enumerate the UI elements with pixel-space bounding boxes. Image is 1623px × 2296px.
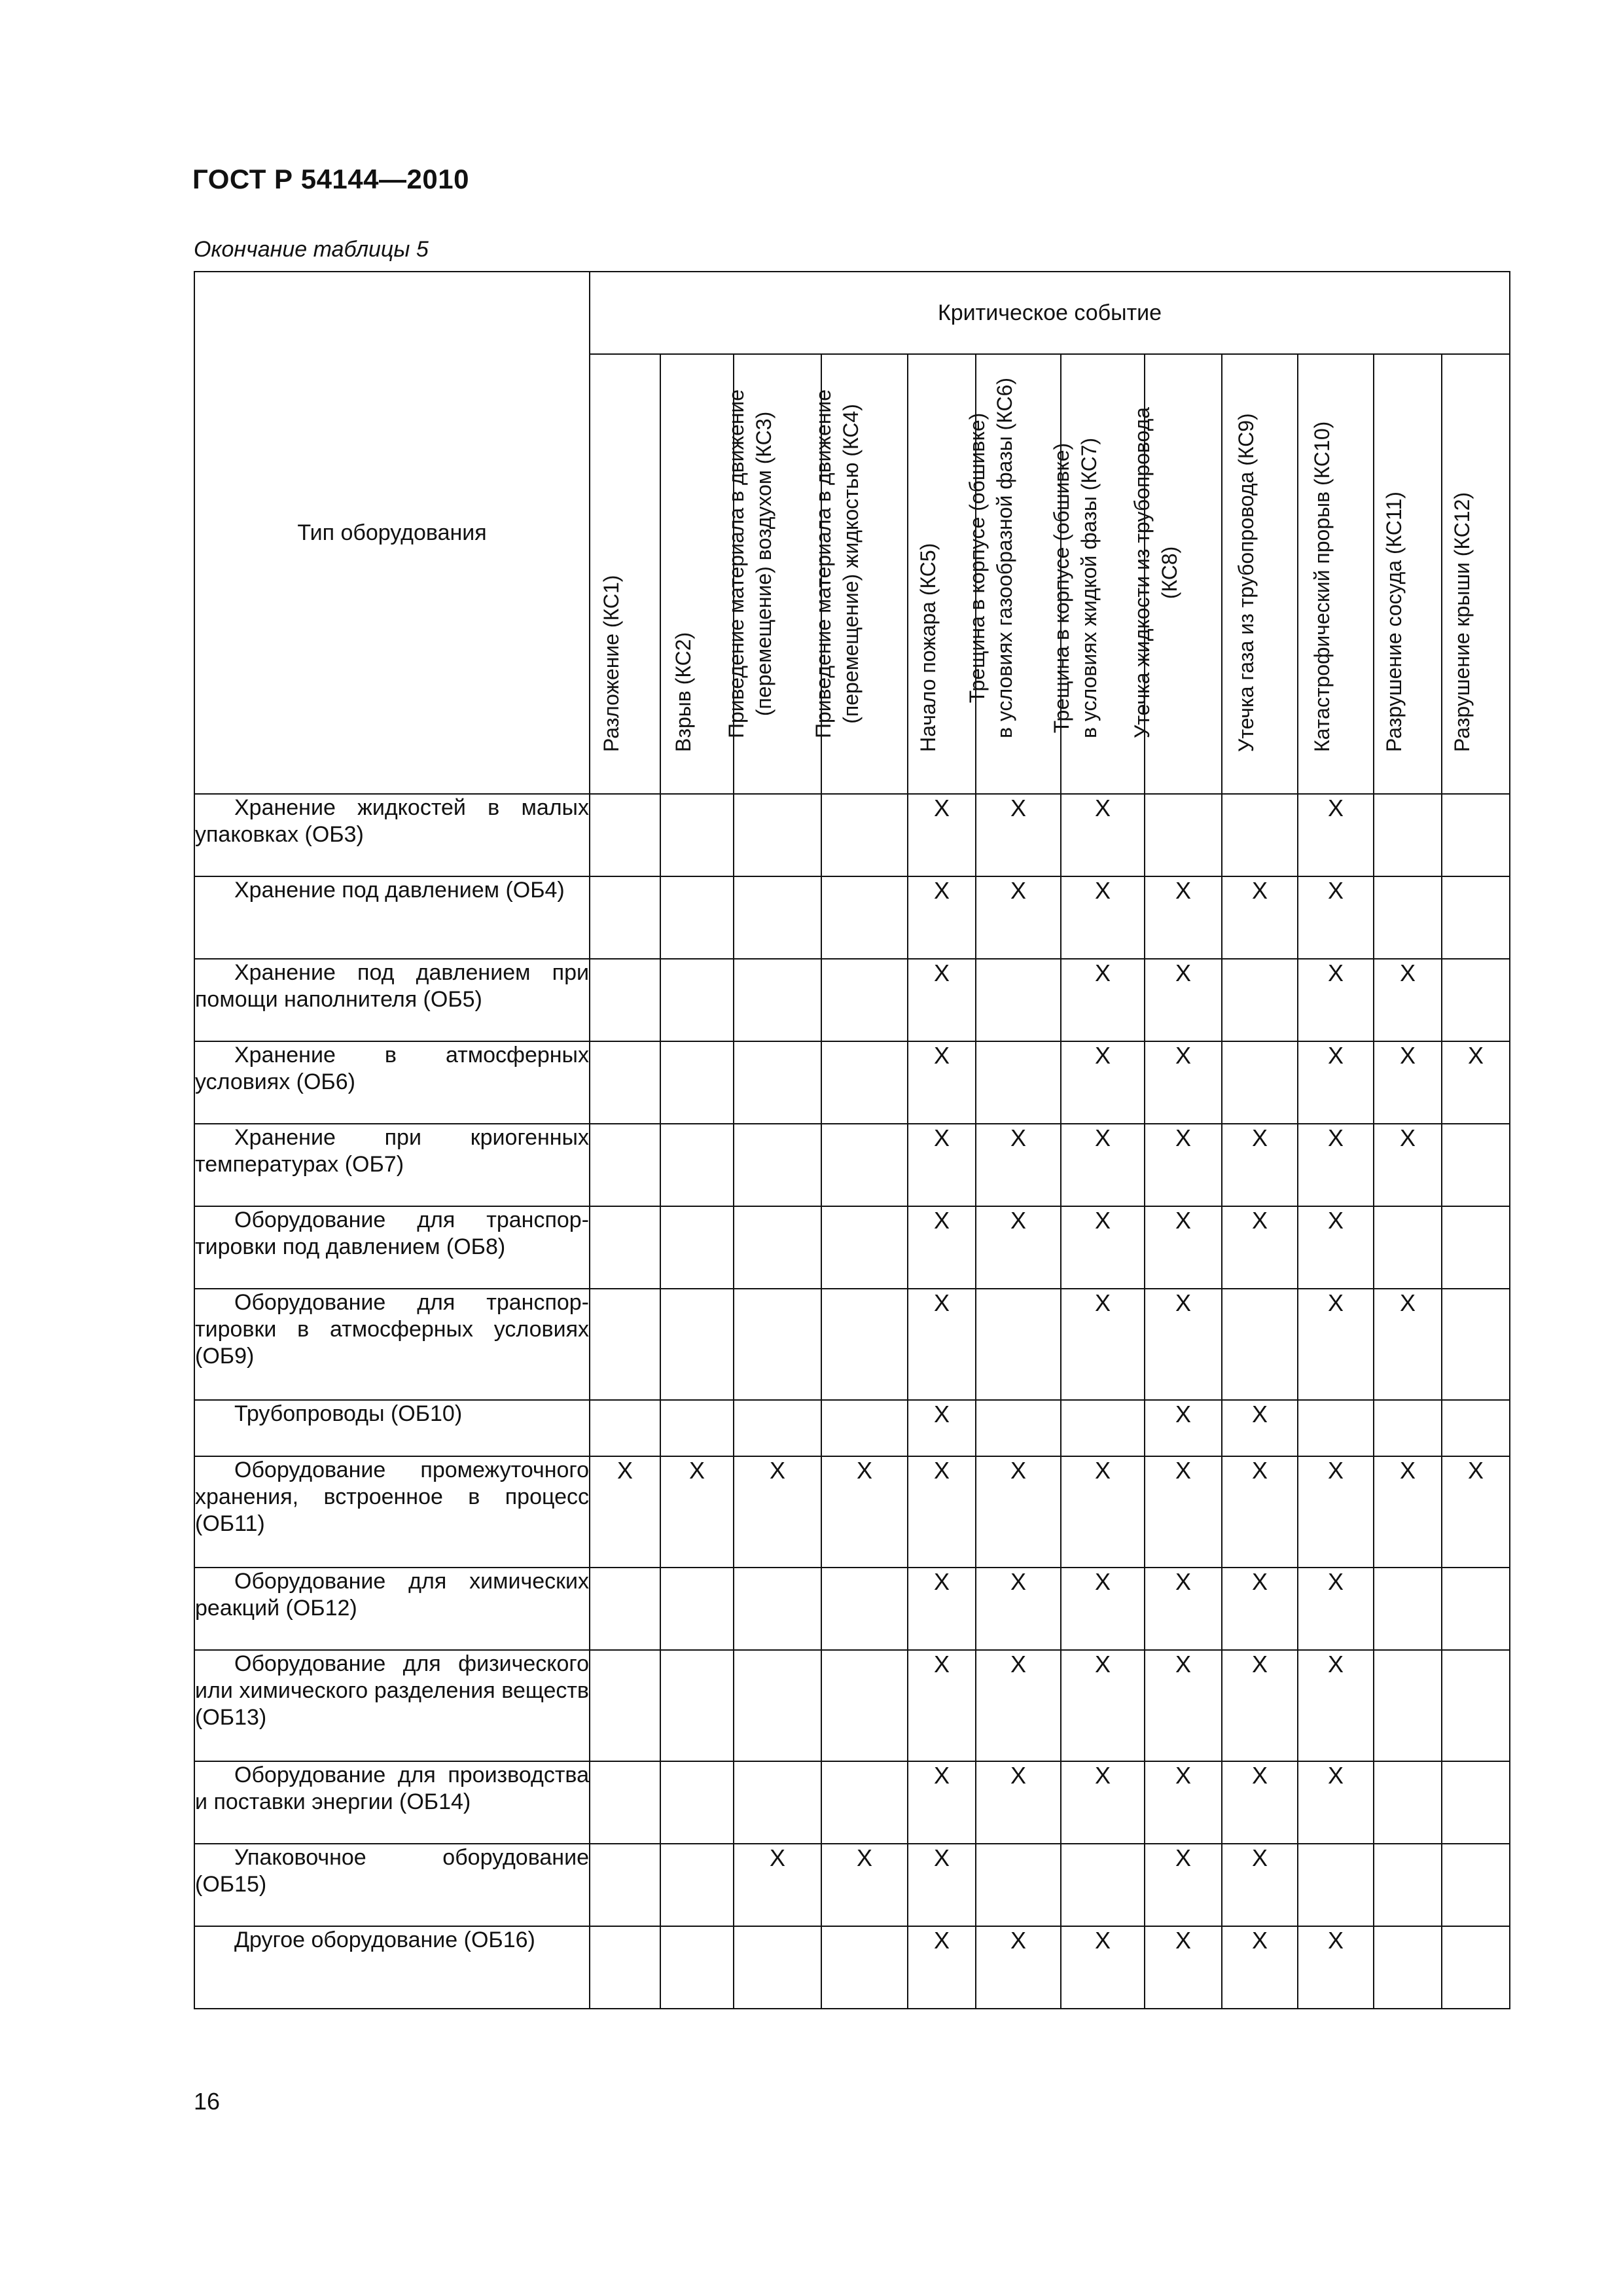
column-header-text (1232, 413, 1260, 752)
event-mark-cell (590, 1041, 660, 1124)
table-row (194, 1400, 1510, 1456)
event-mark-cell: X (1374, 959, 1442, 1041)
event-mark-cell: X (1145, 1844, 1222, 1926)
event-mark-cell: X (908, 1926, 976, 2009)
event-mark-cell: X (1061, 1926, 1145, 2009)
event-mark-cell: X (1298, 1926, 1374, 2009)
event-mark-cell (821, 1289, 908, 1400)
event-mark-cell (590, 1844, 660, 1926)
column-header (1222, 354, 1298, 794)
event-mark-cell: X (1061, 1206, 1145, 1289)
event-mark-cell (821, 876, 908, 959)
event-mark-cell (734, 1761, 821, 1844)
event-mark-cell: X (1298, 1206, 1374, 1289)
event-mark-cell (590, 876, 660, 959)
event-mark-cell (1374, 876, 1442, 959)
table-row (194, 1456, 1510, 1568)
column-header-text (1048, 438, 1103, 738)
event-mark-cell: X (908, 1041, 976, 1124)
event-mark-cell (1442, 794, 1510, 876)
event-mark-cell (1298, 1400, 1374, 1456)
table-row (194, 1761, 1510, 1844)
event-mark-cell (590, 1568, 660, 1650)
event-mark-cell: X (908, 1568, 976, 1650)
equipment-type-cell: Хранение под давлением (ОБ4) (194, 876, 590, 959)
event-mark-cell (590, 1400, 660, 1456)
event-mark-cell (821, 1926, 908, 2009)
event-mark-cell (660, 1400, 734, 1456)
event-mark-cell (1442, 1844, 1510, 1926)
event-mark-cell: X (1298, 1568, 1374, 1650)
event-mark-cell: X (1222, 1206, 1298, 1289)
table-row (194, 1650, 1510, 1761)
event-mark-cell: X (660, 1456, 734, 1568)
event-mark-cell: X (976, 1761, 1061, 1844)
equipment-type-cell: Оборудование для производства и поставки энергии (ОБ14) (194, 1761, 590, 1844)
event-mark-cell: X (1145, 1400, 1222, 1456)
event-mark-cell: X (976, 1926, 1061, 2009)
event-mark-cell (590, 1124, 660, 1206)
event-mark-cell (660, 794, 734, 876)
event-mark-cell: X (1222, 1568, 1298, 1650)
column-header-line: Приведение материала в движение (812, 389, 835, 738)
event-mark-cell (976, 1041, 1061, 1124)
event-mark-cell (1374, 794, 1442, 876)
column-header-text (810, 389, 865, 738)
equipment-type-cell: Оборудование для химических реакций (ОБ12) (194, 1568, 590, 1650)
equipment-type-cell: Другое оборудование (ОБ16) (194, 1926, 590, 2009)
event-mark-cell (1442, 1289, 1510, 1400)
event-mark-cell: X (908, 1124, 976, 1206)
table-row (194, 1926, 1510, 2009)
event-mark-cell (734, 1926, 821, 2009)
event-mark-cell: X (908, 959, 976, 1041)
event-mark-cell (821, 1761, 908, 1844)
event-mark-cell (590, 1761, 660, 1844)
header-row-group (194, 272, 1510, 354)
event-mark-cell (734, 876, 821, 959)
equipment-type-cell: Хранение в атмосферных условиях (ОБ6) (194, 1041, 590, 1124)
event-mark-cell: X (1145, 1650, 1222, 1761)
event-mark-cell: X (1145, 1926, 1222, 2009)
event-mark-cell: X (976, 1206, 1061, 1289)
event-mark-cell (660, 1844, 734, 1926)
table-row (194, 959, 1510, 1041)
event-mark-cell: X (1298, 1761, 1374, 1844)
event-mark-cell: X (1298, 1456, 1374, 1568)
event-mark-cell: X (1222, 1844, 1298, 1926)
event-mark-cell (660, 1124, 734, 1206)
event-mark-cell (660, 1041, 734, 1124)
event-mark-cell (1374, 1844, 1442, 1926)
event-mark-cell (734, 1400, 821, 1456)
event-mark-cell (660, 876, 734, 959)
event-mark-cell (1442, 1650, 1510, 1761)
event-mark-cell: X (908, 1844, 976, 1926)
event-mark-cell: X (1374, 1289, 1442, 1400)
column-header-line: Утечка газа из трубопровода (КС9) (1234, 413, 1258, 752)
event-mark-cell (734, 1650, 821, 1761)
event-mark-cell (1442, 959, 1510, 1041)
event-mark-cell: X (1222, 876, 1298, 959)
column-header-line: Начало пожара (КС5) (916, 543, 940, 752)
event-mark-cell: X (1222, 1761, 1298, 1844)
equipment-type-cell: Оборудование для физического или химического разделения веществ (ОБ13) (194, 1650, 590, 1761)
column-header-line: Трещина в корпусе (обшивке) (965, 412, 989, 704)
column-header-text (722, 389, 777, 738)
column-header-text (914, 543, 942, 752)
event-mark-cell: X (1222, 1926, 1298, 2009)
event-mark-cell: X (1298, 1124, 1374, 1206)
event-mark-cell (590, 794, 660, 876)
event-mark-cell: X (976, 1124, 1061, 1206)
event-mark-cell (734, 1124, 821, 1206)
table-row (194, 1844, 1510, 1926)
event-mark-cell (1442, 1206, 1510, 1289)
event-mark-cell (660, 1761, 734, 1844)
event-mark-cell (590, 1926, 660, 2009)
event-mark-cell: X (908, 1400, 976, 1456)
event-mark-cell (590, 1289, 660, 1400)
event-mark-cell: X (1061, 1568, 1145, 1650)
event-mark-cell (1442, 1124, 1510, 1206)
equipment-type-cell: Трубопроводы (ОБ10) (194, 1400, 590, 1456)
event-mark-cell: X (1145, 1206, 1222, 1289)
event-mark-cell: X (1061, 1761, 1145, 1844)
column-header-text (1128, 407, 1183, 738)
event-mark-cell (590, 1650, 660, 1761)
event-mark-cell: X (1145, 1289, 1222, 1400)
column-header-line: Разложение (КС1) (599, 575, 623, 752)
event-mark-cell (660, 959, 734, 1041)
event-mark-cell: X (1061, 1289, 1145, 1400)
event-mark-cell: X (1298, 1289, 1374, 1400)
table-header (194, 272, 1510, 794)
event-mark-cell (1442, 1926, 1510, 2009)
event-mark-cell (1442, 876, 1510, 959)
event-mark-cell (1061, 1400, 1145, 1456)
event-mark-cell (1374, 1206, 1442, 1289)
equipment-type-cell: Оборудование для транспортировки в атмосферных условиях (ОБ9) (194, 1289, 590, 1400)
event-mark-cell: X (1145, 1761, 1222, 1844)
event-mark-cell (734, 1289, 821, 1400)
column-header (1374, 354, 1442, 794)
column-header-line: (КС8) (1158, 546, 1181, 600)
table-row (194, 794, 1510, 876)
table-row (194, 1041, 1510, 1124)
event-mark-cell (821, 1568, 908, 1650)
event-mark-cell (1222, 1289, 1298, 1400)
event-mark-cell: X (590, 1456, 660, 1568)
event-mark-cell (821, 1650, 908, 1761)
event-mark-cell: X (1061, 1124, 1145, 1206)
event-mark-cell (1374, 1650, 1442, 1761)
event-mark-cell (1442, 1568, 1510, 1650)
document-code: ГОСТ Р 54144—2010 (192, 164, 469, 194)
equipment-type-cell: Хранение при криогенных температурах (ОБ7) (194, 1124, 590, 1206)
equipment-type-cell: Хранение под давлением при помощи наполнителя (ОБ5) (194, 959, 590, 1041)
column-header-line: Утечка жидкости из трубопровода (1130, 406, 1154, 738)
event-mark-cell (660, 1926, 734, 2009)
event-mark-cell (1061, 1844, 1145, 1926)
event-mark-cell (976, 1400, 1061, 1456)
event-mark-cell: X (908, 794, 976, 876)
event-mark-cell (821, 959, 908, 1041)
event-mark-cell (1442, 1400, 1510, 1456)
event-mark-cell: X (1298, 1650, 1374, 1761)
event-mark-cell: X (976, 1568, 1061, 1650)
event-mark-cell: X (1298, 959, 1374, 1041)
event-mark-cell: X (1145, 1041, 1222, 1124)
column-header-text (963, 378, 1018, 738)
event-mark-cell (660, 1289, 734, 1400)
event-mark-cell (976, 959, 1061, 1041)
event-mark-cell (821, 1206, 908, 1289)
column-header-line: Трещина в корпусе (обшивке) (1050, 442, 1073, 734)
event-mark-cell: X (1061, 1650, 1145, 1761)
event-mark-cell (821, 794, 908, 876)
event-mark-cell: X (1145, 876, 1222, 959)
event-mark-cell: X (1222, 1650, 1298, 1761)
column-header (1130, 354, 1222, 794)
event-mark-cell: X (976, 876, 1061, 959)
column-header-line: Разрушение крыши (КС12) (1450, 492, 1474, 752)
event-mark-cell (734, 1206, 821, 1289)
event-mark-cell (660, 1568, 734, 1650)
event-mark-cell: X (1298, 794, 1374, 876)
column-header-line: Разрушение сосуда (КС11) (1382, 492, 1406, 752)
event-mark-cell (660, 1650, 734, 1761)
event-mark-cell (976, 1844, 1061, 1926)
table-row (194, 876, 1510, 959)
event-mark-cell (1442, 1761, 1510, 1844)
event-mark-cell (1374, 1568, 1442, 1650)
event-mark-cell: X (908, 1206, 976, 1289)
event-mark-cell: X (1061, 1041, 1145, 1124)
column-header (724, 354, 821, 794)
event-mark-cell: X (1222, 1400, 1298, 1456)
column-header-text (597, 575, 625, 752)
event-mark-cell (821, 1124, 908, 1206)
table-body (194, 794, 1510, 2009)
event-mark-cell (590, 1206, 660, 1289)
equipment-type-cell: Хранение жидкостей в малых упаковках (ОБ3) (194, 794, 590, 876)
event-mark-cell: X (821, 1844, 908, 1926)
event-mark-cell: X (908, 876, 976, 959)
event-mark-cell: X (1442, 1041, 1510, 1124)
event-mark-cell: X (976, 1650, 1061, 1761)
event-mark-cell (1298, 1844, 1374, 1926)
column-header-line: Катастрофический прорыв (КС10) (1310, 421, 1334, 752)
event-mark-cell (1374, 1926, 1442, 2009)
column-header (812, 354, 908, 794)
column-header-text (1448, 492, 1476, 752)
equipment-type-cell: Оборудование для транспортировки под давлением (ОБ8) (194, 1206, 590, 1289)
event-mark-cell: X (1061, 959, 1145, 1041)
event-mark-cell: X (1145, 1124, 1222, 1206)
event-mark-cell: X (908, 1456, 976, 1568)
page-number: 16 (194, 2088, 221, 2115)
event-mark-cell: X (1298, 876, 1374, 959)
equipment-type-cell: Упаковочное оборудование (ОБ15) (194, 1844, 590, 1926)
event-mark-cell: X (908, 1650, 976, 1761)
event-mark-cell (734, 1041, 821, 1124)
event-mark-cell (1222, 959, 1298, 1041)
event-mark-cell: X (976, 1456, 1061, 1568)
equipment-type-header: Тип оборудования (194, 272, 590, 794)
table-caption: Окончание таблицы 5 (194, 237, 429, 262)
event-mark-cell: X (976, 794, 1061, 876)
column-header (1298, 354, 1374, 794)
event-mark-cell (1145, 794, 1222, 876)
critical-events-table (194, 271, 1510, 2009)
event-mark-cell: X (734, 1844, 821, 1926)
event-mark-cell: X (1374, 1041, 1442, 1124)
event-mark-cell (734, 1568, 821, 1650)
column-header-text (669, 632, 697, 752)
event-mark-cell (821, 1041, 908, 1124)
column-header-line: Приведение материала в движение (724, 389, 748, 738)
event-mark-cell (1222, 1041, 1298, 1124)
event-mark-cell: X (908, 1761, 976, 1844)
event-mark-cell: X (1222, 1124, 1298, 1206)
column-header-line: (перемещение) воздухом (КС3) (752, 411, 776, 717)
event-mark-cell (1222, 794, 1298, 876)
event-mark-cell: X (1145, 1568, 1222, 1650)
event-mark-cell: X (821, 1456, 908, 1568)
event-mark-cell: X (1374, 1456, 1442, 1568)
equipment-type-cell: Оборудование промежуточного хранения, встроенное в процесс (ОБ11) (194, 1456, 590, 1568)
event-mark-cell: X (1145, 1456, 1222, 1568)
event-mark-cell (734, 959, 821, 1041)
column-header-text (1380, 492, 1408, 752)
event-mark-cell: X (1442, 1456, 1510, 1568)
event-mark-cell (1374, 1761, 1442, 1844)
table-row (194, 1206, 1510, 1289)
table-row (194, 1124, 1510, 1206)
event-mark-cell: X (1061, 1456, 1145, 1568)
event-mark-cell (1374, 1400, 1442, 1456)
event-mark-cell: X (1298, 1041, 1374, 1124)
event-mark-cell: X (1061, 794, 1145, 876)
critical-event-header: Критическое событие (590, 272, 1510, 354)
column-header-text (1308, 422, 1336, 752)
event-mark-cell: X (734, 1456, 821, 1568)
column-header-line: в условиях жидкой фазы (КС7) (1077, 437, 1101, 738)
column-header (1442, 354, 1510, 794)
column-header-line: в условиях газообразной фазы (КС6) (993, 377, 1016, 738)
event-mark-cell (660, 1206, 734, 1289)
column-header (590, 354, 660, 794)
event-mark-cell: X (908, 1289, 976, 1400)
event-mark-cell (821, 1400, 908, 1456)
event-mark-cell: X (1374, 1124, 1442, 1206)
column-header-line: Взрыв (КС2) (671, 632, 695, 752)
table-row (194, 1568, 1510, 1650)
event-mark-cell: X (1222, 1456, 1298, 1568)
event-mark-cell (590, 959, 660, 1041)
event-mark-cell (976, 1289, 1061, 1400)
event-mark-cell: X (1061, 876, 1145, 959)
column-header-line: (перемещение) жидкостью (КС4) (839, 404, 863, 724)
table-row (194, 1289, 1510, 1400)
event-mark-cell (734, 794, 821, 876)
event-mark-cell: X (1145, 959, 1222, 1041)
